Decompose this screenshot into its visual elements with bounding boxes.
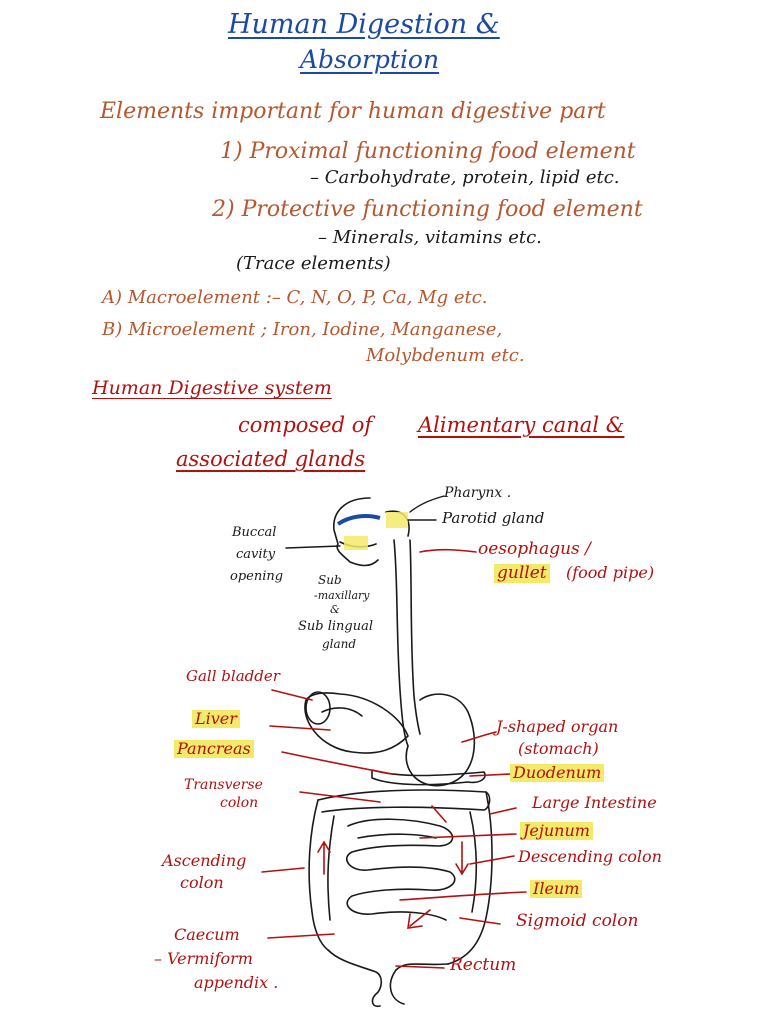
pointer-rectum bbox=[396, 966, 444, 968]
pointer-gall-bladder bbox=[272, 690, 312, 700]
palate-blue bbox=[338, 516, 380, 524]
label-sub-5: gland bbox=[322, 637, 357, 651]
label-transverse-2: colon bbox=[220, 795, 259, 811]
label-descending: Descending colon bbox=[518, 847, 662, 866]
pointer-pharynx bbox=[410, 496, 444, 512]
label-sub-2: -maxillary bbox=[314, 589, 370, 602]
label-vermiform: – Vermiform bbox=[154, 949, 253, 968]
title-line2: Absorption bbox=[300, 45, 440, 74]
descending-colon-inner bbox=[470, 812, 476, 912]
label-stomach-1: J-shaped organ bbox=[496, 717, 619, 736]
label-foodpipe: (food pipe) bbox=[566, 563, 655, 582]
title-line1: Human Digestion & bbox=[228, 9, 500, 40]
label-rectum: Rectum bbox=[450, 955, 517, 975]
pointer-buccal bbox=[286, 546, 340, 548]
pointer-stomach bbox=[462, 732, 496, 742]
pointer-jejunum bbox=[420, 834, 516, 838]
pointer-large-int bbox=[490, 808, 516, 814]
submaxillary-highlight bbox=[344, 536, 368, 550]
elements-item2-detail: – Minerals, vitamins etc. bbox=[318, 227, 542, 248]
label-ileum: Ileum bbox=[530, 880, 582, 898]
transverse-colon bbox=[318, 790, 490, 812]
label-parotid: Parotid gland bbox=[442, 509, 545, 527]
system-heading: Human Digestive system bbox=[92, 377, 332, 399]
elements-micro-cont: Molybdenum etc. bbox=[366, 345, 525, 366]
label-pharynx: Pharynx . bbox=[444, 485, 512, 501]
parotid-highlight bbox=[386, 512, 408, 528]
elements-item1-detail: – Carbohydrate, protein, lipid etc. bbox=[310, 167, 620, 188]
head-outline bbox=[334, 498, 378, 566]
label-duodenum: Duodenum bbox=[510, 764, 604, 782]
liver-lobe bbox=[322, 708, 362, 716]
system-alimentary: Alimentary canal & bbox=[418, 413, 625, 437]
gall-bladder-shape bbox=[306, 692, 330, 724]
label-caecum: Caecum bbox=[174, 925, 240, 944]
label-sub-1: Sub bbox=[318, 573, 342, 587]
label-sigmoid: Sigmoid colon bbox=[516, 911, 639, 931]
oesophagus-left bbox=[394, 540, 408, 746]
label-jejunum: Jejunum bbox=[520, 822, 593, 840]
system-composed: composed of bbox=[238, 413, 373, 437]
label-appendix: appendix . bbox=[194, 973, 279, 992]
label-gall-bladder: Gall bladder bbox=[186, 667, 280, 685]
elements-item1: 1) Proximal functioning food element bbox=[220, 139, 636, 164]
label-sub-3: & bbox=[330, 603, 340, 616]
label-ascending-2: colon bbox=[180, 873, 224, 892]
label-buccal-1: Buccal bbox=[232, 525, 277, 540]
sigmoid-rectum bbox=[390, 964, 448, 1004]
stomach-outline bbox=[406, 694, 474, 786]
label-large-intestine: Large Intestine bbox=[532, 793, 657, 812]
system-glands: associated glands bbox=[176, 447, 366, 471]
label-buccal-3: opening bbox=[230, 569, 284, 584]
label-ascending-1: Ascending bbox=[162, 851, 247, 870]
elements-item2: 2) Protective functioning food element bbox=[212, 197, 643, 222]
label-pancreas: Pancreas bbox=[174, 740, 254, 758]
arrow-descending bbox=[456, 842, 468, 874]
caecum-appendix bbox=[328, 950, 381, 1006]
label-transverse-1: Transverse bbox=[184, 777, 263, 793]
label-oesophagus: oesophagus / bbox=[478, 539, 591, 559]
elements-trace: (Trace elements) bbox=[236, 253, 391, 274]
pointer-pancreas bbox=[282, 752, 392, 774]
pointer-ileum bbox=[400, 892, 526, 900]
oesophagus-right bbox=[410, 540, 420, 734]
pointer-duodenum bbox=[470, 774, 510, 776]
pointer-sigmoid bbox=[460, 918, 500, 924]
label-stomach-2: (stomach) bbox=[518, 739, 599, 758]
pointer-ascending bbox=[262, 868, 304, 872]
pancreas-shape bbox=[372, 770, 485, 785]
label-sub-4: Sub lingual bbox=[298, 619, 374, 634]
label-liver: Liver bbox=[192, 710, 240, 728]
pointer-transverse bbox=[300, 792, 380, 802]
elements-micro: B) Microelement ; Iron, Iodine, Manganese, bbox=[102, 319, 503, 340]
ascending-colon-inner bbox=[328, 816, 334, 920]
pointer-oesophagus bbox=[420, 550, 476, 552]
ascending-colon bbox=[309, 800, 328, 950]
label-gullet: gullet bbox=[494, 564, 550, 583]
pointer-liver bbox=[270, 726, 330, 730]
elements-heading: Elements important for human digestive part bbox=[100, 99, 606, 124]
elements-macro: A) Macroelement :– C, N, O, P, Ca, Mg etc. bbox=[102, 287, 488, 308]
pointer-caecum bbox=[268, 934, 334, 938]
label-buccal-2: cavity bbox=[236, 547, 276, 562]
